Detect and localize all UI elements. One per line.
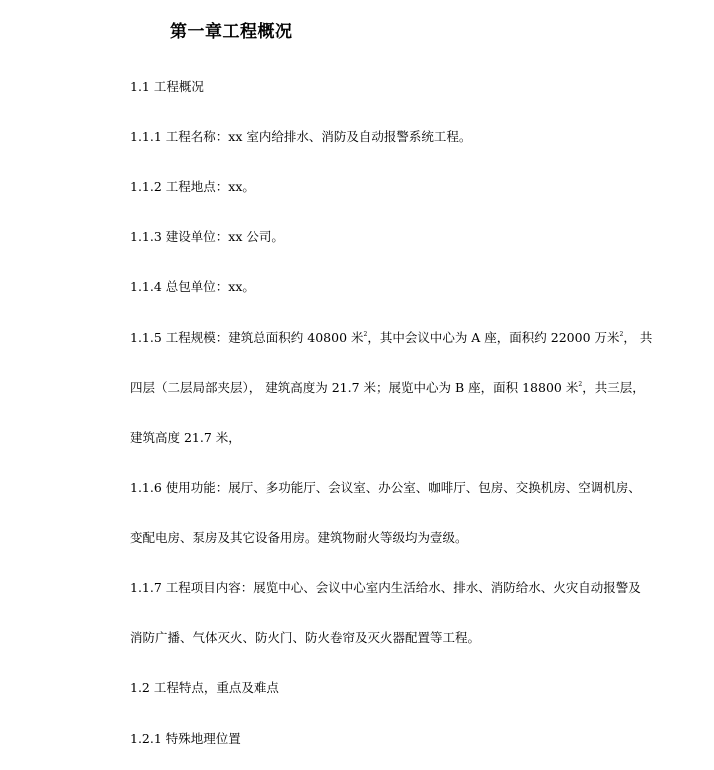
item-1-1-5-part-3: ， 共 — [623, 330, 653, 345]
item-1-1-5-line-2-part-2: ，共三层， — [582, 380, 645, 395]
item-1-1-3: 1.1.3 建设单位：xx 公司。 — [130, 229, 284, 244]
item-1-1-5-line-1 — [130, 330, 652, 346]
item-1-1-4: 1.1.4 总包单位：xx。 — [130, 279, 255, 294]
item-1-1-5-part-1: 1.1.5 工程规模：建筑总面积约 40800 米 — [130, 330, 364, 345]
item-1-1-5-line-2 — [130, 380, 645, 396]
superscript-squared: 2 — [578, 381, 583, 388]
item-1-2-1: 1.2.1 特殊地理位置 — [130, 731, 241, 746]
item-1-1-7-line-2: 消防广播、气体灭火、防火门、防火卷帘及灭火器配置等工程。 — [130, 630, 481, 645]
superscript-squared: 2 — [619, 331, 624, 338]
item-1-1-6-line-2: 变配电房、泵房及其它设备用房。建筑物耐火等级均为壹级。 — [130, 530, 468, 545]
section-heading-1-2: 1.2 工程特点，重点及难点 — [130, 680, 279, 695]
item-1-1-1: 1.1.1 工程名称：xx 室内给排水、消防及自动报警系统工程。 — [130, 129, 472, 144]
item-1-1-5-line-2-part-1: 四层（二层局部夹层）， 建筑高度为 21.7 米；展览中心为 B 座，面积 18800 米 — [130, 380, 579, 395]
item-1-1-5-part-2: ，其中会议中心为 A 座，面积约 22000 万米 — [367, 330, 620, 345]
chapter-title: 第一章工程概况 — [170, 22, 293, 42]
item-1-1-6-line-1: 1.1.6 使用功能：展厅、多功能厅、会议室、办公室、咖啡厅、包房、交换机房、空调机房、 — [130, 480, 641, 495]
item-1-1-7-line-1: 1.1.7 工程项目内容：展览中心、会议中心室内生活给水、排水、消防给水、火灾自动报警及 — [130, 580, 641, 595]
item-1-1-2: 1.1.2 工程地点：xx。 — [130, 179, 255, 194]
section-heading-1-1: 1.1 工程概况 — [130, 79, 204, 94]
superscript-squared: 2 — [363, 331, 368, 338]
item-1-1-5-line-3: 建筑高度 21.7 米， — [130, 430, 241, 445]
